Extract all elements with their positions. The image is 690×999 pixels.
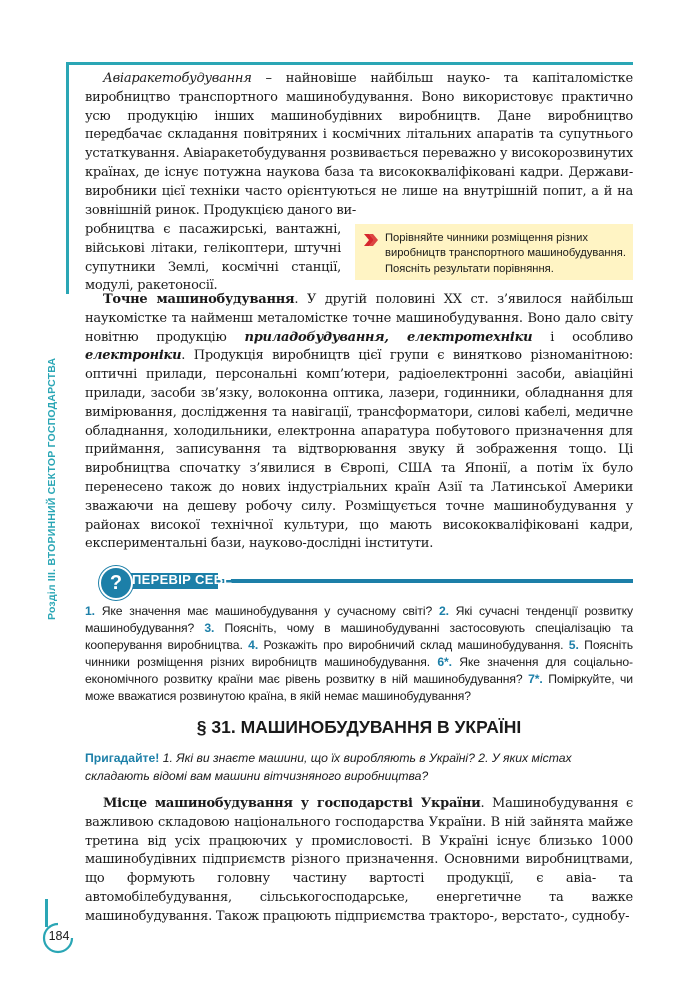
ukraine-paragraph	[85, 795, 633, 927]
question-text: Яке значення має машинобудування у сучасному світі?	[94, 604, 439, 618]
side-rule	[66, 62, 69, 294]
question-number: 5.	[568, 637, 579, 652]
recall-text: 1. Які ви знаєте машини, що їх виробляють в Україні? 2. У яких містах складають відомі вам машини вітчизняного виробництва?	[85, 751, 572, 783]
recall-block	[85, 750, 633, 785]
comparison-note	[355, 224, 633, 280]
precision-italic-a: приладобудування, електротехніки	[244, 329, 533, 345]
recall-label: Пригадайте!	[85, 751, 160, 765]
section-sidebar-label: Розділ ІІІ. ВТОРИННИЙ СЕКТОР ГОСПОДАРСТВА	[46, 357, 58, 620]
question-number: 2.	[438, 604, 449, 618]
question-text: Поясніть чинники розміщення різних виробництв машинобудування.	[85, 637, 633, 669]
question-text: Поміркуйте, чи може вважатися розвинутою країна, в якій немає машинобудування?	[85, 671, 634, 703]
question-number: 4.	[248, 637, 259, 652]
top-rule	[66, 62, 633, 65]
aerospace-continued: робництва є пасажирські, вантажні, військові літаки, гелікоптери, штучні супутники Землі, космічні станції, модулі, ракетоносії.	[85, 222, 341, 294]
question-number: 7*.	[528, 671, 543, 686]
section-title: § 31. МАШИНОБУДУВАННЯ В УКРАЇНІ	[196, 717, 522, 737]
question-text: Поясніть, чому в машинобудуванні застосовують спеціалізацію та кооперування виробництва.	[85, 620, 634, 652]
precision-term: Точне машинобудування	[103, 292, 295, 307]
precision-paragraph	[85, 291, 633, 554]
question-head-icon: ?	[99, 566, 133, 600]
note-text: Порівняйте чинники розміщення різних виробництв транспортного машинобудування. Поясніть результати порівняння.	[385, 232, 626, 275]
precision-text-b: і особливо	[532, 329, 633, 345]
aerospace-paragraph	[85, 70, 633, 220]
page-number: 184	[48, 929, 70, 943]
ukraine-text: . Машинобудування є важливою складовою національного господарства України. В ній зайнята майже третина від усіх працюючих у промисловості. В Україні існує близько 1000 машинобудівних підприємств різного призначення. Основними виробництвами, що формують головну частину вартості продукції, є авіа- та автомобілебудування, сільськогосподарське, енергетичне та важке машинобудування. Також працюють підприємства тракторо-, верстато-, суднобу-	[85, 796, 633, 924]
question-text: Розкажіть про виробничий склад машинобудування.	[258, 637, 569, 652]
question-number: 1.	[85, 604, 95, 618]
question-number: 3.	[204, 620, 215, 635]
question-text: Які сучасні тенденції розвитку машинобудування?	[85, 604, 633, 635]
precision-text-a: . У другій половині ХХ ст. з’явилося найбільш наукомістке та найменш металомістке точне машинобудування. Воно дало світу новітню продукцію	[85, 292, 633, 345]
precision-italic-b: електроніки	[85, 348, 182, 364]
aerospace-text: – найновіше найбільш науко- та капіталомістке виробництво транспортного машинобудування. Воно використовує практично усю продукцію інших машинобудівних виробництв. Дане виробництво передбачає складання повітряних і космічних літальних апаратів та супутнього устаткування. Авіаракетобудування розвивається переважно у високорозвинутих країнах, де існує потужна наукова база та висококваліфіковані кадри. Держави-виробники цієї техніки часто орієнтуються не лише на внутрішній попит, а й на зовнішній ринок. Продукцією даного ви-	[85, 71, 633, 218]
precision-text-c: . Продукція виробництв цієї групи є винятково різноманітною: оптичні прилади, персональні комп’ютери, радіоелектронні засоби, авіаційні прилади, засоби зв’язку, волоконна оптика, лазери, годинники, обладнання для вимірювання, дослідження та навігації, трансформатори, силові кабелі, медичне обладнання, холодильники, електронна апаратура побутового призначення для приймання, записування та відтворювання звуку й зображення тощо. Ці виробництва спочатку з’явилися в Європі, США та Японії, а потім їх було перенесено також до нових індустріальних країн Азії та Латинської Америки зважаючи на дешеву робочу силу. Розміщується точне машинобудування у районах високої технічної культури, що мають висококваліфіковані кадри, експериментальні бази, науково-дослідні інститути.	[85, 348, 633, 552]
ukraine-term: Місце машинобудування у господарстві України	[103, 796, 481, 811]
double-chevron-right-icon	[363, 232, 379, 248]
check-yourself-title: ПЕРЕВІР СЕБЕ	[132, 572, 233, 587]
aerospace-term: Авіаракетобудування	[103, 71, 252, 86]
question-number: 6*.	[437, 654, 452, 669]
question-text: Яке значення для соціально-економічного розвитку країни має рівень розвитку в ній машинобудування?	[85, 654, 633, 686]
check-questions	[85, 603, 633, 704]
